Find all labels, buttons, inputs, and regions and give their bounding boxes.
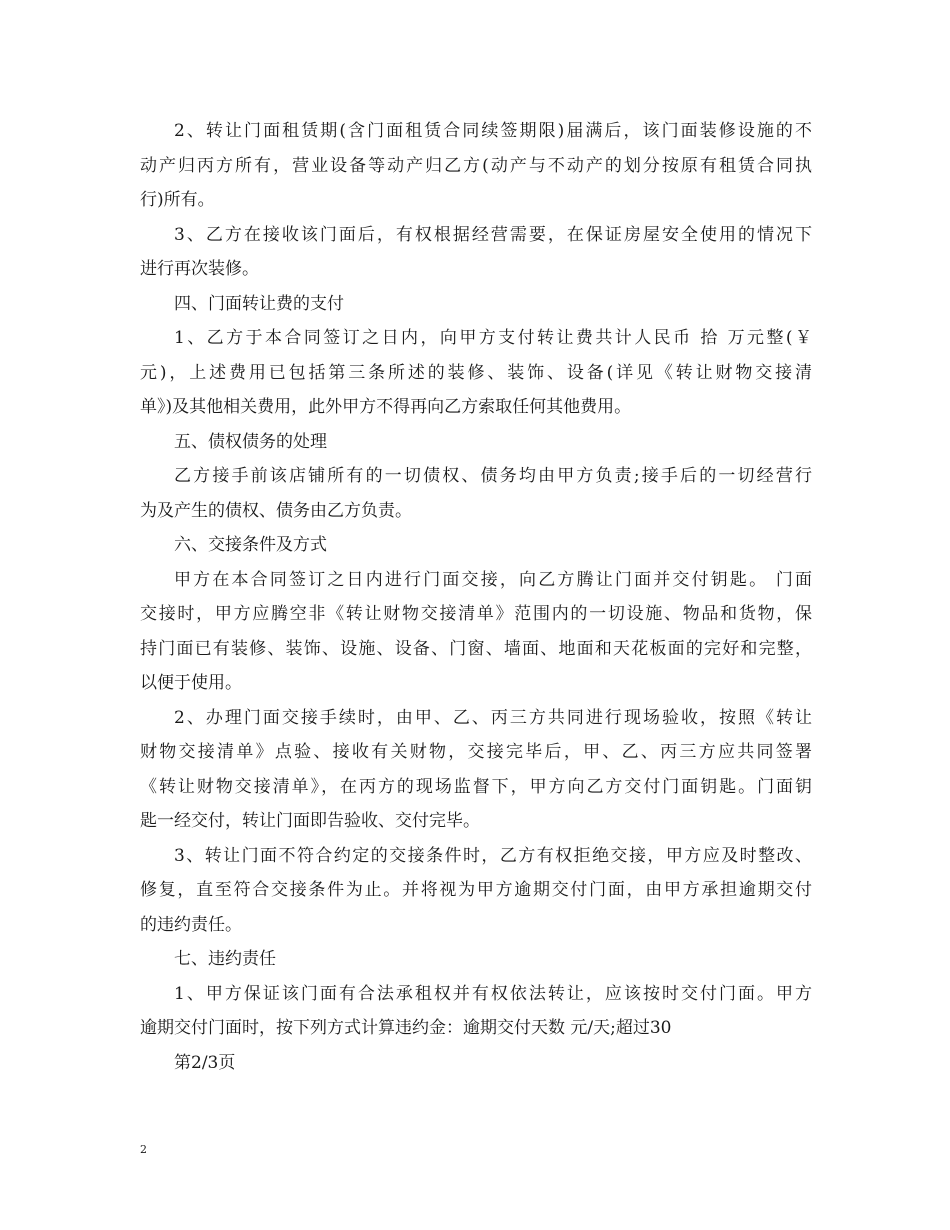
paragraph-line: 乙方接手前该店铺所有的一切债权、债务均由甲方负责;接手后的一切经营行 (174, 466, 812, 486)
paragraph-line: 3、转让门面不符合约定的交接条件时，乙方有权拒绝交接，甲方应及时整改、 (174, 845, 812, 866)
paragraph-line: 修复，直至符合交接条件为止。并将视为甲方逾期交付门面，由甲方承担逾期交付 (140, 880, 812, 900)
paragraph-line: 行)所有。 (140, 190, 215, 210)
paragraph-line: 的违约责任。 (140, 914, 242, 935)
section-heading: 七、违约责任 (174, 949, 276, 969)
paragraph-line: 2、办理门面交接手续时，由甲、乙、丙三方共同进行现场验收，按照《转让 (174, 707, 812, 728)
paragraph-line: 逾期交付门面时，按下列方式计算违约金：逾期交付天数 元/天;超过30 (140, 1018, 672, 1038)
paragraph-line: 动产归丙方所有，营业设备等动产归乙方(动产与不动产的划分按原有租赁合同执 (140, 155, 812, 176)
paragraph-line: 3、乙方在接收该门面后，有权根据经营需要，在保证房屋安全使用的情况下 (174, 224, 812, 245)
paragraph-line: 元)，上述费用已包括第三条所述的装修、装饰、设备(详见《转让财物交接清 (140, 362, 812, 383)
paragraph-line: 交接时，甲方应腾空非《转让财物交接清单》范围内的一切设施、物品和货物，保 (140, 604, 812, 624)
paragraph-line: 甲方在本合同签订之日内进行门面交接，向乙方腾让门面并交付钥匙。 门面 (174, 569, 812, 590)
section-heading: 六、交接条件及方式 (174, 535, 327, 555)
document-body (140, 114, 812, 1080)
section-heading: 四、门面转让费的支付 (174, 293, 344, 314)
paragraph-line: 匙一经交付，转让门面即告验收、交付完毕。 (140, 811, 480, 831)
paragraph-line: 持门面已有装修、装饰、设施、设备、门窗、墙面、地面和天花板面的完好和完整， (140, 638, 812, 659)
paragraph-line: 2、转让门面租赁期(含门面租赁合同续签期限)届满后，该门面装修设施的不 (174, 121, 812, 141)
paragraph-line: 为及产生的债权、债务由乙方负责。 (140, 500, 412, 521)
paragraph-line: 1、甲方保证该门面有合法承租权并有权依法转让，应该按时交付门面。甲方 (174, 983, 812, 1004)
paragraph-line: 财物交接清单》点验、接收有关财物，交接完毕后，甲、乙、丙三方应共同签署 (140, 742, 812, 762)
paragraph-line: 单》)及其他相关费用，此外甲方不得再向乙方索取任何其他费用。 (140, 397, 632, 417)
paragraph-line: 进行再次装修。 (140, 259, 259, 279)
paragraph-line: 以便于使用。 (140, 673, 242, 693)
footer-page-number: 2 (140, 1143, 147, 1156)
section-heading: 五、债权债务的处理 (174, 431, 327, 452)
paragraph-line: 《转让财物交接清单》，在丙方的现场监督下，甲方向乙方交付门面钥匙。门面钥 (140, 776, 812, 797)
paragraph-line: 1、乙方于本合同签订之日内，向甲方支付转让费共计人民币 拾 万元整(￥ (174, 328, 812, 348)
page-indicator: 第2/3页 (174, 1052, 236, 1073)
